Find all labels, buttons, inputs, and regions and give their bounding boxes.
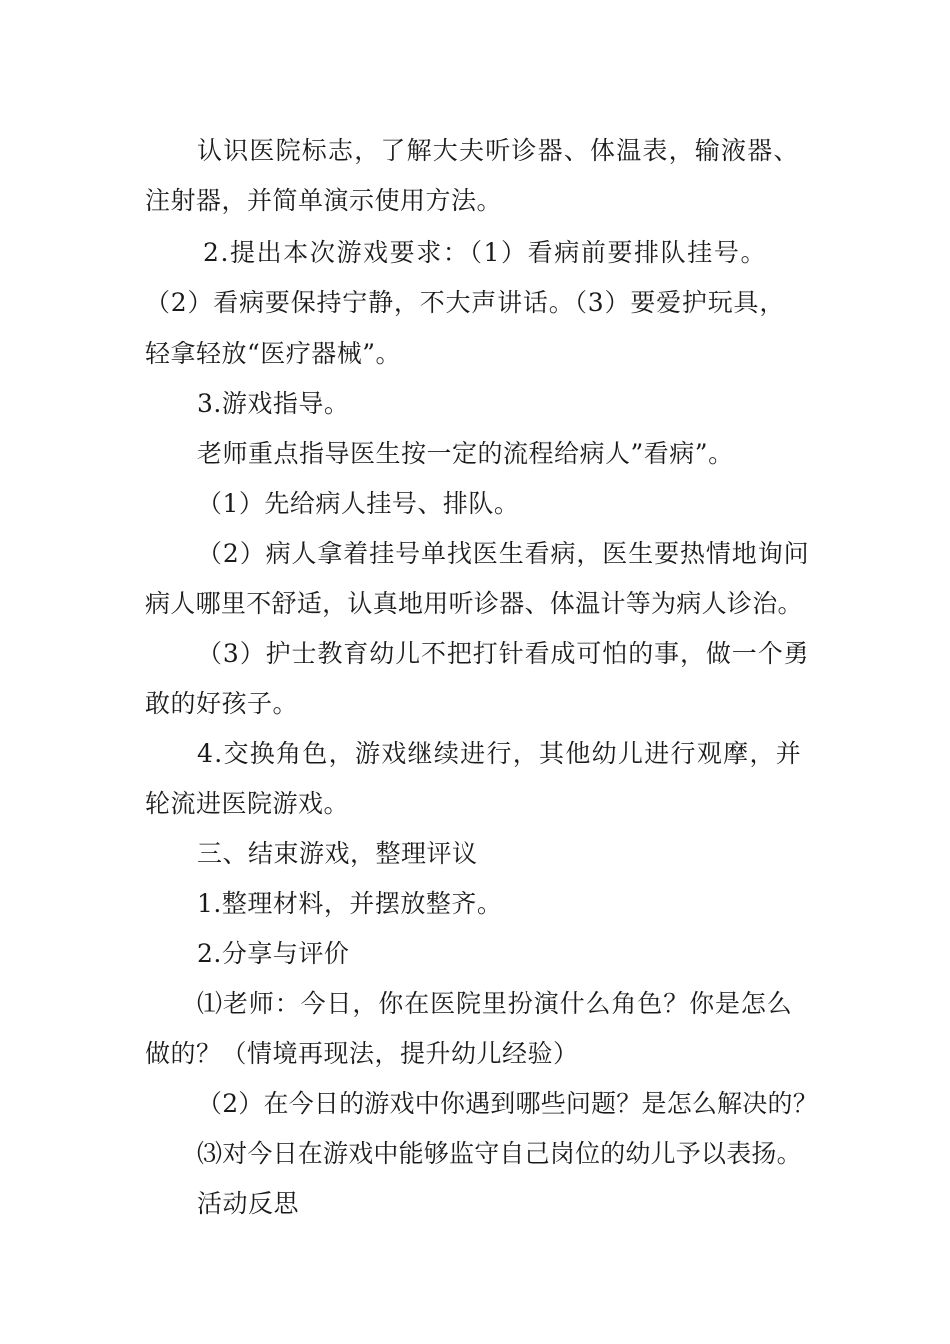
text-line: （2）看病要保持宁静，不大声讲话。（3）要爱护玩具， <box>145 288 786 317</box>
text-line: 注射器，并简单演示使用方法。 <box>145 186 503 215</box>
text-line: 轻拿轻放“医疗器械”。 <box>145 339 402 368</box>
text-line: （2）在今日的游戏中你遇到哪些问题？是怎么解决的？ <box>197 1089 818 1118</box>
text-line: 活动反思 <box>197 1189 300 1218</box>
text-line: 轮流进医院游戏。 <box>145 789 350 818</box>
text-line: 做的？（情境再现法，提升幼儿经验） <box>145 1039 579 1068</box>
text-line: 1.整理材料，并摆放整齐。 <box>197 889 503 918</box>
text-line: 4.交换角色，游戏继续进行，其他幼儿进行观摩，并 <box>197 739 803 768</box>
text-line: 认识医院标志，了解大夫听诊器、体温表，输液器、 <box>197 136 800 165</box>
text-line: （3）护士教育幼儿不把打针看成可怕的事，做一个勇 <box>197 639 810 668</box>
section-heading: 三、结束游戏，整理评议 <box>197 839 478 868</box>
text-line: ⑴老师：今日，你在医院里扮演什么角色？你是怎么 <box>197 989 793 1018</box>
text-line: 2.提出本次游戏要求：（1）看病前要排队挂号。 <box>203 238 768 267</box>
text-line: 病人哪里不舒适，认真地用听诊器、体温计等为病人诊治。 <box>145 589 803 618</box>
text-line: 老师重点指导医生按一定的流程给病人”看病”。 <box>197 439 734 468</box>
text-line: 敢的好孩子。 <box>145 689 299 718</box>
text-line: 2.分享与评价 <box>197 939 350 968</box>
text-line: （1）先给病人挂号、排队。 <box>197 489 520 518</box>
text-line: （2）病人拿着挂号单找医生看病，医生要热情地询问 <box>197 539 810 568</box>
text-line: 3.游戏指导。 <box>197 389 350 418</box>
text-line: ⑶对今日在游戏中能够监守自己岗位的幼儿予以表扬。 <box>197 1139 802 1168</box>
